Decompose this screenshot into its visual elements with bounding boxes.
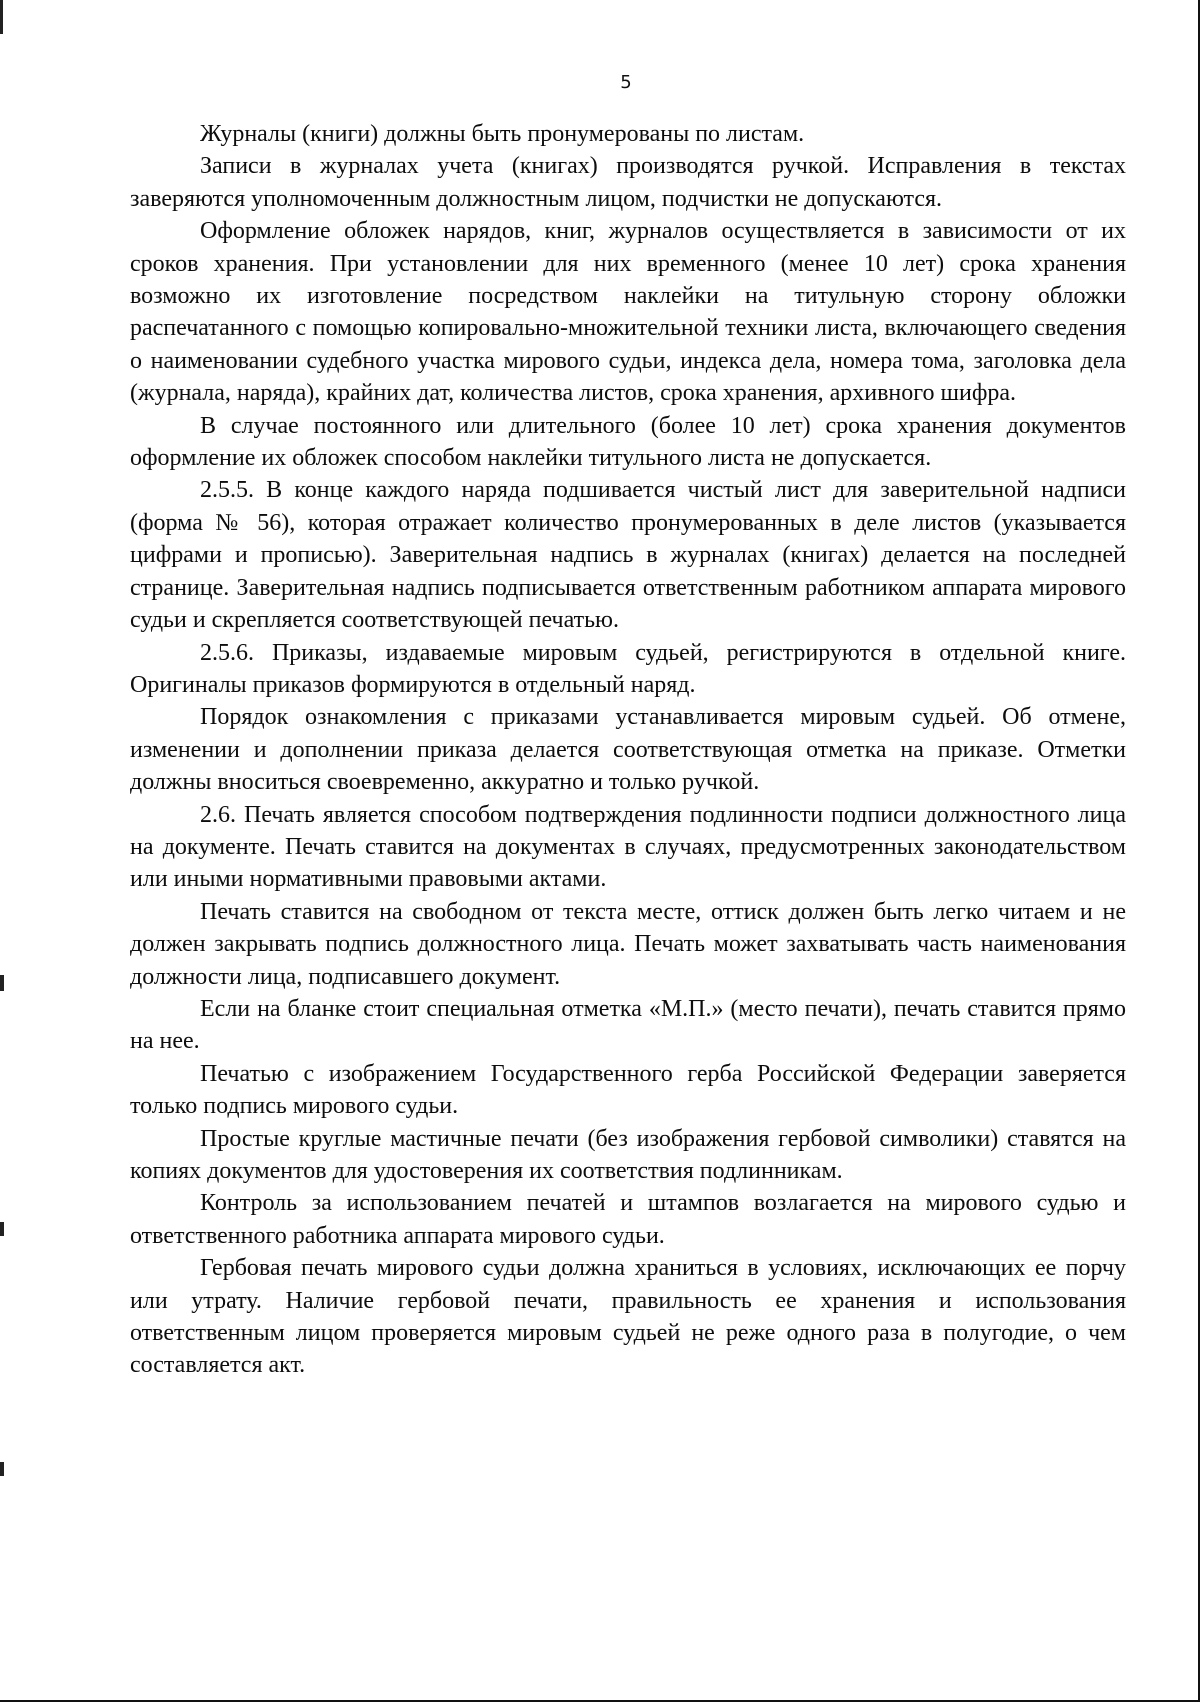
paragraph: Порядок ознакомления с приказами устанавливается мировым судьей. Об отмене, изменении и дополнении приказа делается соответствующая отметка на приказе. Отметки должны вноситься своевременно, аккуратно и только ручкой. xyxy=(130,704,1126,796)
paragraph: Печатью с изображением Государственного герба Российской Федерации заверяется только подпись мирового судьи. xyxy=(130,1060,1126,1120)
paragraph: 2.6. Печать является способом подтверждения подлинности подписи должностного лица на документе. Печать ставится на документах в случаях, предусмотренных законодательством или иными нормативными правовыми актами. xyxy=(130,801,1126,893)
paragraph: Журналы (книги) должны быть пронумерованы по листам. xyxy=(200,121,805,147)
paragraph: Контроль за использованием печатей и штампов возлагается на мирового судью и ответственного работника аппарата мирового судьи. xyxy=(130,1190,1126,1249)
paragraph: Если на бланке стоит специальная отметка «М.П.» (место печати), печать ставится прямо на нее. xyxy=(130,995,1126,1055)
scan-edge-mark xyxy=(0,0,3,34)
paragraph: 2.5.5. В конце каждого наряда подшивается чистый лист для заверительной надписи (форма № 56), которая отражает количество пронумерованных в деле листов (указывается цифрами и прописью). Заверительная надпись в журналах (книгах) делается на последней странице. Заверительная надпись подписывается ответственным работником аппарата мирового судьи и скрепляется соответствующей печатью. xyxy=(130,477,1126,634)
scan-edge-mark xyxy=(0,975,4,991)
paragraph: Простые круглые мастичные печати (без изображения гербовой символики) ставятся на копиях документов для удостоверения их соответствия подлинникам. xyxy=(130,1125,1126,1184)
scan-edge-mark xyxy=(0,1462,4,1476)
paragraph: Гербовая печать мирового судьи должна храниться в условиях, исключающих ее порчу или утрату. Наличие гербовой печати, правильность ее хранения и использования ответственным лицом проверяется мировым судьей не реже одного раза в полугодие, о чем составляется акт. xyxy=(130,1255,1126,1379)
paragraph: Оформление обложек нарядов, книг, журналов осуществляется в зависимости от их сроков хранения. При установлении для них временного (менее 10 лет) срока хранения возможно их изготовление посредством наклейки на титульную сторону обложки распечатанного с помощью копировально-множительной техники листа, включающего сведения о наименовании судебного участка мирового судьи, индекса дела, номера тома, заголовка дела (журнала, наряда), крайних дат, количества листов, срока хранения, архивного шифра. xyxy=(130,218,1126,407)
document-body xyxy=(130,118,1126,1382)
page-number: 5 xyxy=(620,72,632,93)
scan-edge-mark xyxy=(0,1222,4,1236)
paragraph: Печать ставится на свободном от текста месте, оттиск должен быть легко читаем и не должен закрывать подпись должностного лица. Печать может захватывать часть наименования должности лица, подписавшего документ. xyxy=(130,898,1126,990)
paragraph: 2.5.6. Приказы, издаваемые мировым судьей, регистрируются в отдельной книге. Оригиналы приказов формируются в отдельный наряд. xyxy=(130,639,1126,698)
paragraph: Записи в журналах учета (книгах) производятся ручкой. Исправления в текстах заверяются уполномоченным должностным лицом, подчистки не допускаются. xyxy=(130,153,1126,212)
paragraph: В случае постоянного или длительного (более 10 лет) срока хранения документов оформление их обложек способом наклейки титульного листа не допускается. xyxy=(130,412,1126,472)
